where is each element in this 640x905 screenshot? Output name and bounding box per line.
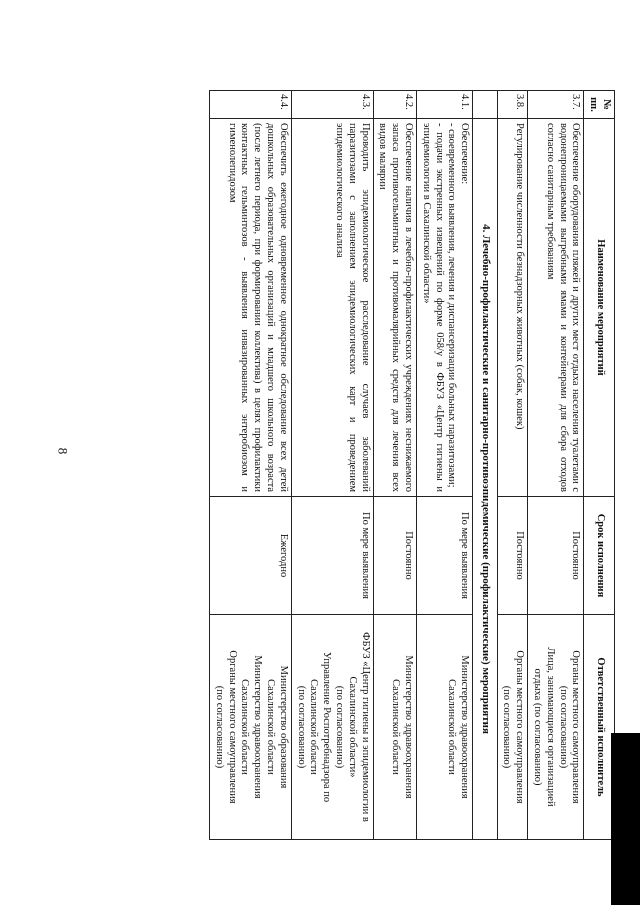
page-number: 8: [55, 447, 71, 455]
section-spacer: [473, 91, 497, 119]
executor-line: (по согласованию): [501, 685, 513, 769]
row-num: 4.1.: [417, 91, 473, 119]
table-row: [373, 91, 416, 840]
row-executor: [528, 615, 584, 840]
table-row: [210, 91, 292, 840]
row-term: Постоянно: [497, 497, 528, 615]
row-executor: [497, 615, 528, 840]
executor-line: Органы местного самоуправления: [570, 650, 582, 804]
executor-line: Министерство здравоохранения: [403, 655, 415, 799]
executor-line: Органы местного самоуправления: [514, 650, 526, 804]
table-header-row: [584, 91, 615, 840]
executor-line: (по согласованию): [213, 685, 225, 769]
executor-line: (по согласованию): [295, 685, 307, 769]
scan-edge-bar: [611, 733, 640, 905]
rotated-page: [5, 0, 640, 905]
executor-line: Сахалинской области: [308, 679, 320, 775]
row-executor: [417, 615, 473, 840]
header-executor: Ответственный исполнитель: [584, 615, 615, 840]
header-term: Срок исполнения: [584, 497, 615, 615]
row-term: По мере выявления: [291, 497, 373, 615]
table-row: [417, 91, 473, 840]
executor-line: Министерство здравоохранения: [252, 655, 264, 799]
header-num: № пп.: [584, 91, 615, 119]
row-term: Ежегодно: [210, 497, 292, 615]
executor-line: Сахалинской области: [446, 679, 458, 775]
table-row: [528, 91, 584, 840]
executor-line: Министерство образования: [277, 665, 289, 789]
table-row: [291, 91, 373, 840]
name-line: - подачи экстренных извещений по форме 058/у в ФБУЗ «Центр гигиены и эпидемиологии в Сахалинской области»: [420, 123, 445, 492]
row-name: Обеспечить ежегодное одновременное однократное обследование всех детей дошкольных образовательных организаций и младшего школьного возраста (после летнего периода, при формировании коллектива) в целях профилактики контактных гельминтозов - выявления инвазированных энтеробиозом и гименолепидозом: [210, 119, 292, 497]
row-name: Регулирование численности безнадзорных животных (собак, кошек): [497, 119, 528, 497]
executor-line: Сахалинской области: [265, 679, 277, 775]
executor-line: Министерство здравоохранения: [459, 655, 471, 799]
executor-line: (по согласованию): [557, 685, 569, 769]
executor-line: Лица, занимающиеся организацией: [544, 647, 556, 807]
row-term: Постоянно: [528, 497, 584, 615]
header-name: Наименование мероприятий: [584, 119, 615, 497]
row-name: Обеспечение наличия в лечебно-профилактических учреждениях неснижаемого запаса противогельминтных и противомалярийных средств для лечения всех видов малярии: [373, 119, 416, 497]
executor-line: (по согласованию): [334, 685, 346, 769]
executor-line: Сахалинской области: [390, 679, 402, 775]
row-term: По мере выявления: [417, 497, 473, 615]
row-num: 3.8.: [497, 91, 528, 119]
executor-line: Управление Роспотребнадзора по: [321, 651, 333, 803]
executor-line: Органы местного самоуправления: [226, 650, 238, 804]
row-executor: [210, 615, 292, 840]
table-row: [497, 91, 528, 840]
section-row: [473, 91, 497, 840]
name-line: Обеспечение:: [459, 123, 471, 185]
row-num: 4.3.: [291, 91, 373, 119]
row-name: [417, 119, 473, 497]
measures-table: [209, 90, 615, 840]
name-line: - своевременного выявления, лечения и диспансеризации больных паразитозами;: [446, 123, 458, 488]
executor-line: Сахалинской области: [239, 679, 251, 775]
row-term: Постоянно: [373, 497, 416, 615]
row-num: 4.2.: [373, 91, 416, 119]
row-num: 3.7.: [528, 91, 584, 119]
row-executor: [291, 615, 373, 840]
row-executor: [373, 615, 416, 840]
executor-line: отдыха (по согласованию): [532, 668, 544, 786]
section-title: 4. Лечебно-профилактические и санитарно-противоэпидемические (профилактические) мероприятия: [473, 119, 497, 840]
row-num: 4.4.: [210, 91, 292, 119]
executor-line: ФБУЗ «Центр гигиены и эпидемиологии в Сахалинской области»: [346, 632, 371, 822]
row-name: Обеспечение оборудования пляжей и других мест отдыха населения туалетами с водонепроницаемыми выгребными ямами и контейнерами для сбора отходов согласно санитарным требованиям: [528, 119, 584, 497]
row-name: Проводить эпидемиологическое расследование случаев заболеваний паразитозами с заполнением эпидемиологических карт и проведением эпидемиологического анализа: [291, 119, 373, 497]
